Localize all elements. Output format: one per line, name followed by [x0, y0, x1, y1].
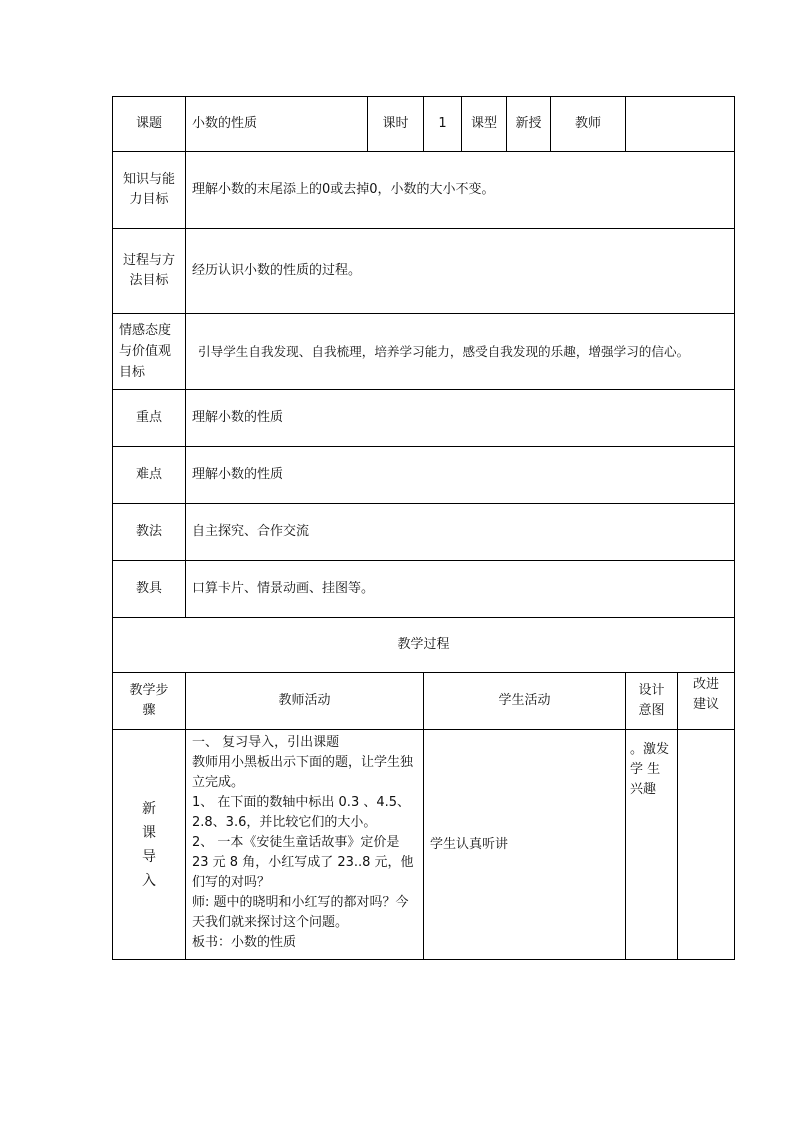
- process-goal-label: 过程与方法目标: [113, 229, 186, 314]
- teacher-activity-cell: [186, 730, 424, 960]
- lesson-plan-table: [112, 96, 735, 960]
- topic-value: 小数的性质: [186, 97, 368, 152]
- header-row: [113, 97, 735, 152]
- knowledge-value: 理解小数的末尾添上的0或去掉0，小数的大小不变。: [186, 152, 735, 229]
- method-value: 自主探究、合作交流: [186, 504, 735, 561]
- hours-label: 课时: [368, 97, 424, 152]
- col-teacher-header: 教师活动: [186, 673, 424, 730]
- tools-label: 教具: [113, 561, 186, 618]
- emotion-row: [113, 314, 735, 390]
- step-name: 新课导入: [113, 730, 186, 960]
- key-label: 重点: [113, 390, 186, 447]
- col-student-header: 学生活动: [424, 673, 626, 730]
- teacher-line: 板书：小数的性质: [192, 935, 297, 950]
- method-row: [113, 504, 735, 561]
- emotion-label: 情感态度与价值观目标: [113, 314, 186, 390]
- difficult-value: 理解小数的性质: [186, 447, 735, 504]
- teacher-value: [626, 97, 735, 152]
- process-header-row: [113, 673, 735, 730]
- type-value: 新授: [507, 97, 551, 152]
- teacher-line: 2、 一本《安徒生童话故事》定价是 23 元 8 角，小红写成了 23..8 元，他们写的对吗？: [192, 835, 414, 890]
- difficult-label: 难点: [113, 447, 186, 504]
- teacher-line: 1、 在下面的数轴中标出 0.3 、4.5、2.8、3.6，并比较它们的大小。: [192, 795, 411, 830]
- design-intent: 。激发学 生兴趣: [626, 730, 678, 960]
- col-design-header: 设计意图: [626, 673, 678, 730]
- key-row: [113, 390, 735, 447]
- tools-row: [113, 561, 735, 618]
- teacher-line: 教师用小黑板出示下面的题，让学生独立完成。: [192, 755, 414, 790]
- key-value: 理解小数的性质: [186, 390, 735, 447]
- col-step-header: 教学步骤: [113, 673, 186, 730]
- teacher-line: 师: 题中的晓明和小红写的都对吗？今天我们就来探讨这个问题。: [192, 895, 409, 930]
- process-goal-row: [113, 229, 735, 314]
- col-improve-header: 改进建议: [678, 673, 735, 730]
- hours-value: 1: [424, 97, 462, 152]
- intro-step-row: [113, 730, 735, 960]
- improve-cell: [678, 730, 735, 960]
- emotion-value: 引导学生自我发现、自我梳理，培养学习能力，感受自我发现的乐趣，增强学习的信心。: [186, 314, 735, 390]
- difficult-row: [113, 447, 735, 504]
- type-label: 课型: [462, 97, 507, 152]
- process-title: 教学过程: [113, 618, 735, 673]
- knowledge-row: [113, 152, 735, 229]
- process-title-row: [113, 618, 735, 673]
- knowledge-label: 知识与能力目标: [113, 152, 186, 229]
- student-activity: 学生认真听讲: [424, 730, 626, 960]
- teacher-line: 一、 复习导入，引出课题: [192, 735, 340, 750]
- method-label: 教法: [113, 504, 186, 561]
- process-goal-value: 经历认识小数的性质的过程。: [186, 229, 735, 314]
- tools-value: 口算卡片、情景动画、挂图等。: [186, 561, 735, 618]
- topic-label: 课题: [113, 97, 186, 152]
- teacher-label: 教师: [551, 97, 626, 152]
